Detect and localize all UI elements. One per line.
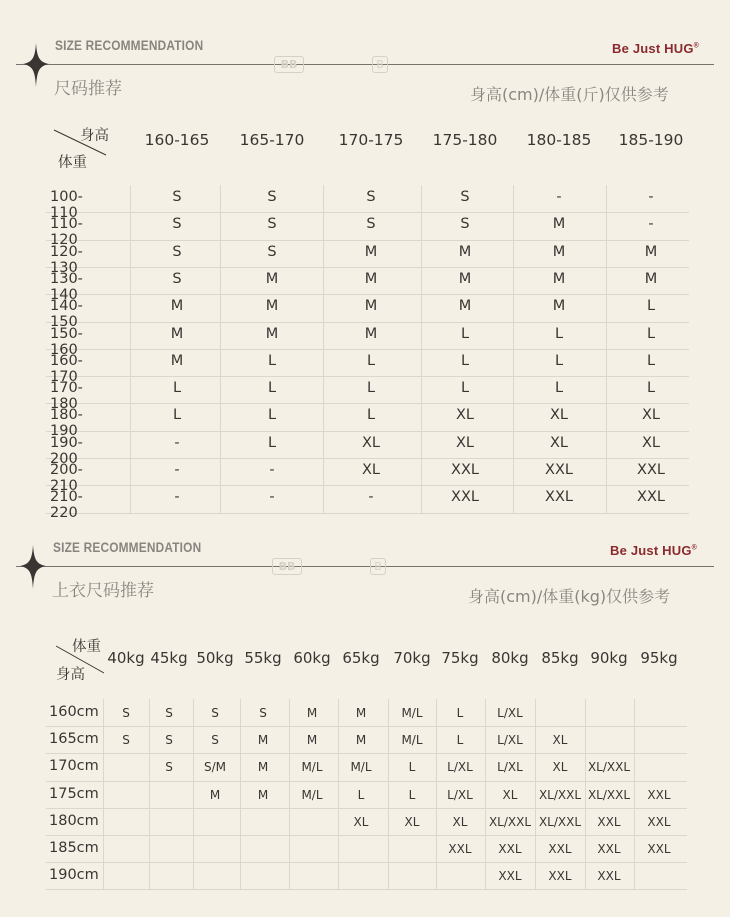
watermark-single-b: B (372, 56, 388, 73)
size-cell: XL (361, 462, 380, 478)
size-cell: - (368, 489, 374, 506)
size-cell: M (458, 270, 472, 287)
brand-logo: Be Just HUG® (610, 543, 698, 558)
size-cell: XL (552, 760, 568, 775)
row-divider (46, 808, 687, 809)
row-header-weight: 160-170 (50, 352, 83, 385)
column-header-height: 170-175 (338, 131, 404, 149)
size-cell: L (366, 407, 376, 424)
row-divider (46, 781, 687, 782)
size-cell: M (644, 243, 658, 260)
size-cell: XL/XXL (587, 760, 631, 775)
row-header-height: 180cm (49, 812, 99, 829)
size-cell: M (364, 243, 378, 260)
size-cell: XL (502, 787, 518, 802)
size-cell: L (554, 352, 564, 369)
size-cell: M (364, 325, 378, 342)
row-divider (46, 458, 689, 459)
size-cell: L (366, 380, 376, 397)
size-cell: M (364, 298, 378, 315)
size-cell: L (408, 787, 416, 802)
size-cell: L (460, 325, 470, 342)
size-cell: L (554, 380, 564, 397)
column-header-weight: 85kg (541, 649, 579, 667)
size-cell: S (172, 270, 182, 287)
sparkle-star-icon (20, 545, 46, 589)
row-divider (46, 726, 687, 727)
size-cell: L (267, 380, 277, 397)
size-cell: M (265, 325, 279, 342)
size-cell: L/XL (497, 733, 523, 748)
row-header-weight: 120-130 (50, 243, 83, 276)
corner-header-height: 身高 (56, 667, 85, 683)
size-cell: S (211, 733, 219, 748)
size-cell: L (646, 380, 656, 397)
size-cell: S (460, 189, 470, 205)
column-header-weight: 90kg (590, 649, 628, 667)
size-cell: L/XL (497, 760, 523, 775)
reference-note: 身高(cm)/体重(斤)仅供参考 (470, 85, 669, 104)
size-cell: XXL (448, 842, 472, 856)
size-recommendation-label: SIZE RECOMMENDATION (55, 38, 204, 53)
watermark-double-b: BB (274, 56, 304, 73)
row-header-height: 190cm (49, 867, 99, 884)
size-cell: - (174, 489, 180, 506)
size-cell: L (456, 733, 464, 748)
size-cell: XL/XXL (488, 814, 532, 829)
column-header-height: 165-170 (239, 131, 305, 149)
row-header-weight: 110-120 (50, 216, 83, 249)
size-cell: M (552, 298, 566, 315)
row-header-height: 170cm (49, 758, 99, 775)
size-cell: L (554, 325, 564, 342)
size-cell: M/L (401, 733, 423, 748)
size-cell: XXL (637, 462, 665, 478)
size-cell: XL/XXL (587, 787, 631, 802)
row-header-weight: 130-140 (50, 270, 83, 303)
size-cell: M (364, 270, 378, 287)
size-cell: M (306, 706, 318, 720)
size-cell: - (648, 216, 654, 233)
size-cell: L (460, 380, 470, 397)
size-cell: L (267, 407, 277, 424)
size-cell: M (458, 298, 472, 315)
row-header-weight: 140-150 (50, 298, 83, 331)
size-cell: - (269, 462, 275, 478)
size-cell: S (172, 216, 182, 233)
size-cell: - (174, 434, 180, 451)
size-cell: XXL (597, 814, 621, 829)
size-cell: L (646, 352, 656, 369)
watermark-single-b: B (370, 558, 386, 575)
size-cell: XXL (548, 869, 572, 884)
size-cell: S (165, 706, 173, 720)
size-cell: S (165, 733, 173, 748)
size-cell: L/XL (497, 706, 523, 720)
row-header-height: 175cm (49, 785, 99, 802)
size-cell: L (408, 760, 416, 775)
row-divider (46, 267, 689, 268)
column-header-weight: 95kg (640, 649, 678, 667)
header-divider (16, 566, 714, 567)
size-cell: M (257, 787, 269, 802)
size-cell: S (460, 216, 470, 233)
column-header-weight: 60kg (293, 649, 331, 667)
size-cell: XXL (548, 842, 572, 856)
column-header-weight: 80kg (491, 649, 529, 667)
size-cell: L (172, 380, 182, 397)
size-cell: M (355, 733, 367, 748)
size-cell: S (267, 243, 277, 260)
size-cell: M (265, 270, 279, 287)
row-header-weight: 200-210 (50, 462, 83, 494)
size-cell: XXL (637, 489, 665, 506)
size-cell: L/XL (447, 787, 473, 802)
size-cell: M (552, 243, 566, 260)
size-cell: XXL (451, 489, 479, 506)
size-cell: XXL (647, 814, 671, 829)
row-header-weight: 150-160 (50, 325, 83, 358)
size-cell: XXL (647, 842, 671, 856)
size-cell: XL (455, 434, 474, 451)
size-cell: M (355, 706, 367, 720)
size-cell: L (172, 407, 182, 424)
size-cell: L (646, 298, 656, 315)
size-cell: XXL (498, 869, 522, 884)
size-cell: L (456, 706, 464, 720)
size-cell: L/XL (447, 760, 473, 775)
size-cell: M (644, 270, 658, 287)
size-cell: M (170, 298, 184, 315)
column-header-weight: 70kg (393, 649, 431, 667)
size-cell: M (552, 216, 566, 233)
row-header-weight: 170-180 (50, 380, 83, 413)
size-cell: XL (552, 733, 568, 748)
size-cell: S (122, 733, 130, 748)
size-cell: M (170, 325, 184, 342)
size-cell: XXL (498, 842, 522, 856)
size-cell: S (172, 189, 182, 205)
size-cell: M (257, 733, 269, 748)
size-cell: XL (452, 814, 468, 829)
brand-logo: Be Just HUG® (612, 41, 700, 56)
size-cell: S (259, 706, 267, 720)
size-cell: M (306, 733, 318, 748)
size-cell: M/L (401, 706, 423, 720)
size-cell: S (165, 760, 173, 775)
corner-header-weight: 体重 (72, 639, 101, 655)
row-header-weight: 190-200 (50, 434, 83, 467)
section-title: 上衣尺码推荐 (52, 581, 154, 601)
column-header-weight: 45kg (150, 649, 188, 667)
column-header-weight: 40kg (107, 649, 145, 667)
size-cell: XL (549, 434, 568, 451)
row-header-weight: 180-190 (50, 407, 83, 440)
size-cell: XL/XXL (538, 787, 582, 802)
size-cell: S (211, 706, 219, 720)
size-cell: XL/XXL (538, 814, 582, 829)
size-cell: M (209, 787, 221, 802)
size-cell: L (267, 352, 277, 369)
size-cell: S (366, 216, 376, 233)
size-cell: XXL (545, 489, 573, 506)
corner-header-weight: 体重 (58, 155, 87, 171)
row-header-height: 185cm (49, 840, 99, 856)
column-divider (103, 699, 104, 889)
size-cell: - (556, 189, 562, 205)
section-title: 尺码推荐 (54, 79, 122, 99)
row-header-height: 160cm (49, 704, 99, 720)
row-header-height: 165cm (49, 731, 99, 748)
size-cell: M/L (301, 760, 323, 775)
column-header-height: 185-190 (618, 131, 684, 149)
size-cell: XXL (597, 869, 621, 884)
row-divider (46, 513, 689, 514)
size-cell: - (174, 462, 180, 478)
row-divider (46, 753, 687, 754)
column-header-weight: 50kg (196, 649, 234, 667)
size-cell: M/L (350, 760, 372, 775)
size-cell: S (267, 216, 277, 233)
row-header-weight: 210-220 (50, 489, 83, 522)
row-divider (46, 862, 687, 863)
row-divider (46, 889, 687, 890)
watermark-double-b: BB (272, 558, 302, 575)
size-cell: S (122, 706, 130, 720)
size-recommendation-label: SIZE RECOMMENDATION (53, 540, 202, 555)
size-cell: XL (361, 434, 380, 451)
size-cell: XL (641, 434, 660, 451)
size-cell: L (646, 325, 656, 342)
size-cell: XL (641, 407, 660, 424)
size-cell: XL (353, 814, 369, 829)
row-divider (46, 240, 689, 241)
row-divider (46, 212, 689, 213)
header-divider (16, 64, 714, 65)
row-divider (46, 835, 687, 836)
sparkle-star-icon (23, 43, 49, 87)
size-cell: L (366, 352, 376, 369)
row-divider (46, 349, 689, 350)
column-divider (149, 699, 150, 889)
size-cell: M (552, 270, 566, 287)
column-header-weight: 65kg (342, 649, 380, 667)
row-divider (46, 485, 689, 486)
size-cell: XXL (647, 787, 671, 802)
size-cell: XXL (545, 462, 573, 478)
row-divider (46, 294, 689, 295)
size-cell: S/M (203, 760, 226, 775)
size-cell: XXL (597, 842, 621, 856)
size-cell: S (366, 189, 376, 205)
row-header-weight: 100-110 (50, 189, 83, 221)
column-header-height: 180-185 (526, 131, 592, 149)
size-cell: S (267, 189, 277, 205)
row-divider (46, 322, 689, 323)
row-divider (46, 376, 689, 377)
size-cell: S (172, 243, 182, 260)
size-cell: L (267, 434, 277, 451)
size-cell: XL (549, 407, 568, 424)
size-cell: - (269, 489, 275, 506)
column-header-height: 175-180 (432, 131, 498, 149)
size-cell: M (257, 760, 269, 775)
size-cell: XXL (451, 462, 479, 478)
column-header-weight: 75kg (441, 649, 479, 667)
reference-note: 身高(cm)/体重(kg)仅供参考 (468, 587, 671, 606)
size-cell: - (648, 189, 654, 205)
size-cell: XL (404, 814, 420, 829)
row-divider (46, 403, 689, 404)
size-cell: M/L (301, 787, 323, 802)
row-divider (46, 431, 689, 432)
size-cell: M (265, 298, 279, 315)
size-cell: L (460, 352, 470, 369)
size-cell: M (458, 243, 472, 260)
corner-header-height: 身高 (80, 128, 109, 144)
column-header-height: 160-165 (144, 131, 210, 149)
column-header-weight: 55kg (244, 649, 282, 667)
size-cell: L (357, 787, 365, 802)
size-cell: M (170, 352, 184, 369)
size-cell: XL (455, 407, 474, 424)
